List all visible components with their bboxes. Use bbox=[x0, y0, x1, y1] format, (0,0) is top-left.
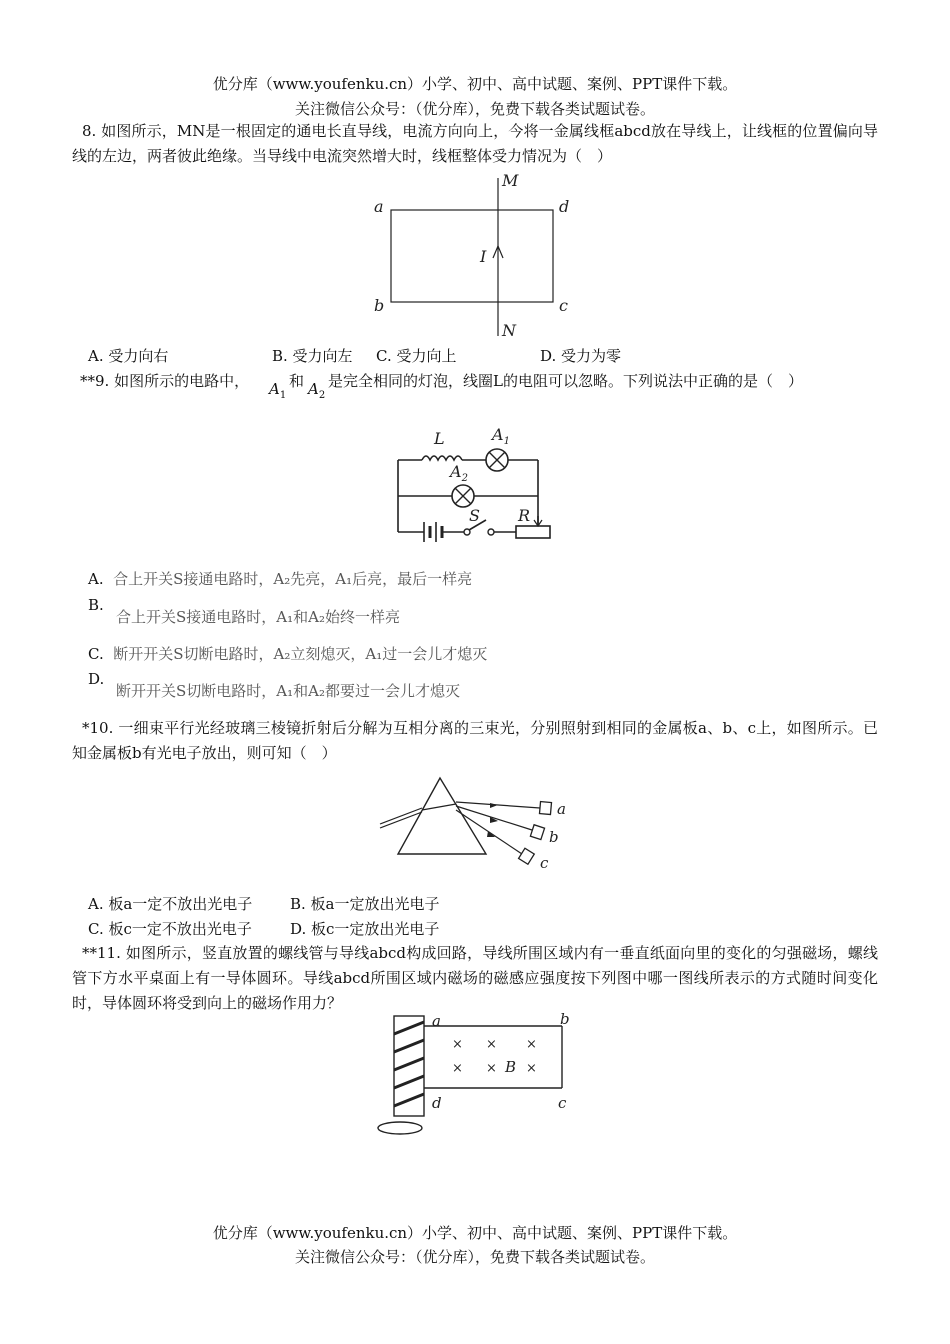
question-9-circuit-figure bbox=[390, 420, 560, 550]
cross-mark: × bbox=[526, 1037, 537, 1052]
label-c: c bbox=[558, 1094, 567, 1112]
label-b: b bbox=[374, 296, 385, 315]
question-8-figure bbox=[370, 170, 590, 340]
wire-frame-abcd bbox=[391, 210, 553, 302]
q10-option-a: A. 板a一定不放出光电子 bbox=[88, 895, 253, 913]
label-b: b bbox=[549, 828, 559, 846]
q8-option-b: B. 受力向左 bbox=[272, 347, 353, 365]
label-S: S bbox=[469, 506, 480, 525]
cross-mark: × bbox=[452, 1061, 463, 1076]
q10-option-d: D. 板c一定放出光电子 bbox=[290, 920, 440, 938]
header-line-2: 关注微信公众号：（优分库），免费下载各类试题试卷。 bbox=[294, 100, 655, 118]
label-R: R bbox=[518, 506, 531, 525]
header-line-1: 优分库（www.youfenku.cn）小学、初中、高中试题、案例、PPT课件下载。 bbox=[212, 75, 738, 93]
question-10-text: *10. 一细束平行光经玻璃三棱镜折射后分解为互相分离的三束光，分别照射到相同的金属板a、b、c上，如图所示。已知金属板b有光电子放出，则可知（ ） bbox=[72, 719, 878, 762]
label-A1: $A_1$ bbox=[492, 425, 510, 447]
question-10-prism-figure bbox=[380, 770, 580, 880]
conductor-ring-icon bbox=[378, 1122, 422, 1134]
label-M: M bbox=[502, 171, 519, 190]
label-b: b bbox=[560, 1010, 570, 1028]
q9-lamp-a1-symbol: $A_1$ bbox=[269, 380, 287, 401]
q8-option-c: C. 受力向上 bbox=[376, 347, 457, 365]
plate-b-icon bbox=[530, 825, 544, 840]
question-8-text: 8. 如图所示，MN是一根固定的通电长直导线，电流方向向上，今将一金属线框abcd放在导线上，让线框的位置偏向导线的左边，两者彼此绝缘。当导线中电流突然增大时，线框整体受力情况为（ ） bbox=[72, 122, 878, 165]
question-11-text: **11. 如图所示，竖直放置的螺线管与导线abcd构成回路，导线所围区域内有一垂直纸面向里的变化的匀强磁场，螺线管下方水平桌面上有一导体圆环。导线abcd所围区域内磁场的磁感应强度按下列图中哪一图线所表示的方式随时间变化时，导体圆环将受到向上的磁场作用力？ bbox=[72, 944, 878, 1012]
question-11-solenoid-figure bbox=[370, 1012, 590, 1132]
inductor-coil-icon bbox=[422, 456, 462, 460]
label-A2: $A_2$ bbox=[450, 462, 468, 484]
label-c: c bbox=[559, 296, 568, 315]
label-d: d bbox=[559, 197, 570, 216]
question-9-prefix: **9. 如图所示的电路中， bbox=[80, 372, 250, 390]
label-B: B bbox=[505, 1058, 517, 1076]
cross-mark: × bbox=[526, 1061, 537, 1076]
q9-option-b: 合上开关S接通电路时，A₁和A₂始终一样亮 bbox=[116, 608, 400, 626]
label-L: L bbox=[434, 429, 445, 448]
label-d: d bbox=[432, 1094, 442, 1112]
q8-option-a: A. 受力向右 bbox=[88, 347, 169, 365]
q8-option-d: D. 受力为零 bbox=[540, 347, 622, 365]
q9-option-c: C. 断开开关S切断电路时，A₂立刻熄灭，A₁过一会儿才熄灭 bbox=[88, 645, 488, 663]
q9-option-a: A. 合上开关S接通电路时，A₂先亮，A₁后亮，最后一样亮 bbox=[88, 570, 473, 588]
q9-and: 和 bbox=[289, 372, 305, 390]
label-a: a bbox=[557, 800, 566, 818]
q10-option-c: C. 板c一定不放出光电子 bbox=[88, 920, 252, 938]
plate-c-icon bbox=[519, 848, 535, 864]
label-c: c bbox=[540, 854, 549, 872]
q9-lamp-a2-symbol: $A_2$ bbox=[308, 380, 326, 401]
cross-mark: × bbox=[486, 1037, 497, 1052]
label-a: a bbox=[374, 197, 384, 216]
plate-a-icon bbox=[539, 802, 551, 815]
q9-option-d: 断开开关S切断电路时，A₁和A₂都要过一会儿才熄灭 bbox=[116, 682, 460, 700]
resistor-r-icon bbox=[516, 526, 550, 538]
q9-option-b-letter: B. bbox=[88, 596, 104, 614]
q9-option-d-letter: D. bbox=[88, 670, 105, 688]
cross-mark: × bbox=[486, 1061, 497, 1076]
question-9-suffix: 是完全相同的灯泡，线圈L的电阻可以忽略。下列说法中正确的是（ ） bbox=[328, 372, 803, 390]
label-a: a bbox=[432, 1012, 441, 1030]
cross-mark: × bbox=[452, 1037, 463, 1052]
q10-option-b: B. 板a一定放出光电子 bbox=[290, 895, 440, 913]
footer-line-1: 优分库（www.youfenku.cn）小学、初中、高中试题、案例、PPT课件下载。 bbox=[212, 1224, 738, 1242]
label-I: I bbox=[480, 247, 487, 266]
label-N: N bbox=[502, 321, 516, 340]
footer-line-2: 关注微信公众号：（优分库），免费下载各类试题试卷。 bbox=[294, 1248, 655, 1266]
